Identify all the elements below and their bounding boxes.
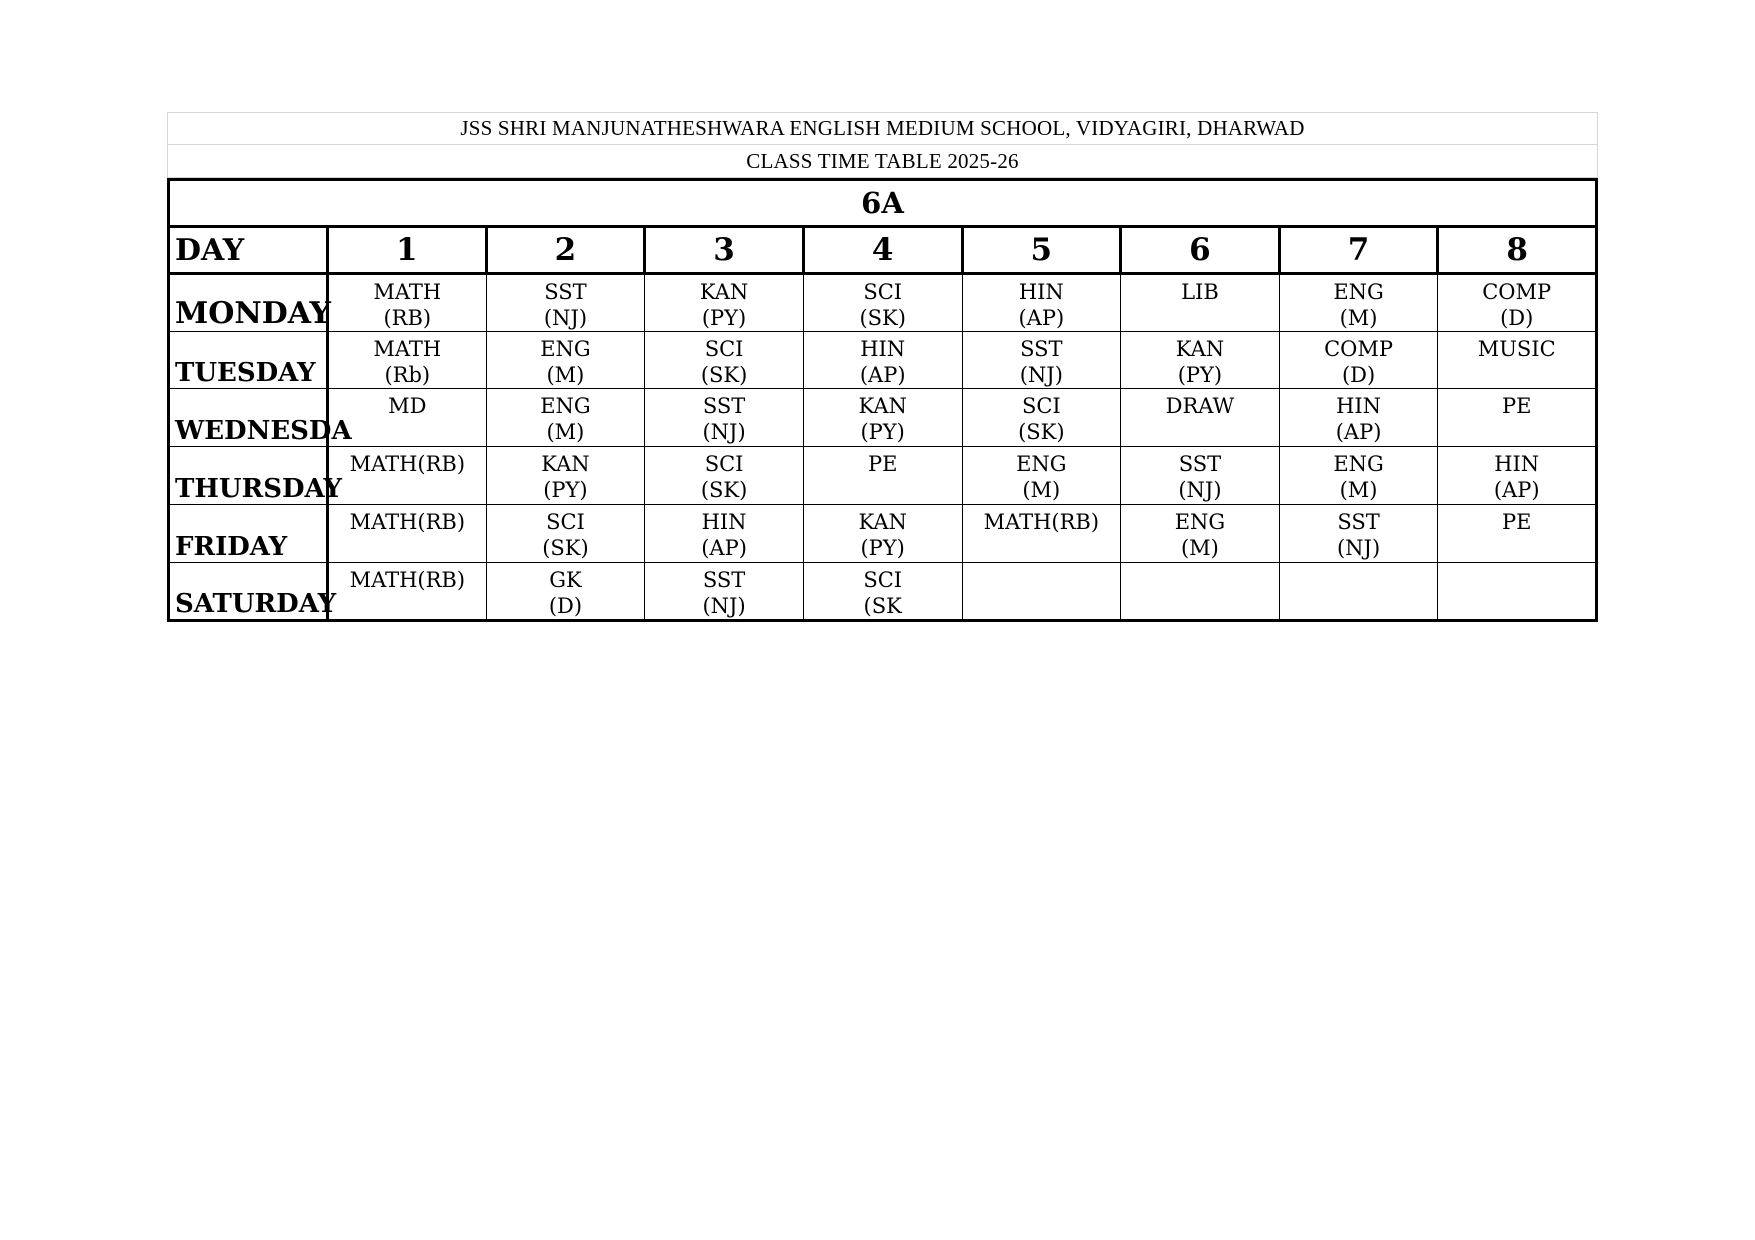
subject-text: MATH	[373, 280, 442, 304]
subject-text: KAN	[1175, 337, 1225, 361]
period-cell	[486, 332, 645, 389]
teacher-text: (PY)	[543, 478, 588, 502]
period-cell	[328, 274, 487, 332]
teacher-text: (AP)	[1018, 306, 1065, 330]
period-cell	[962, 563, 1121, 621]
teacher-text: (AP)	[701, 536, 747, 560]
subject-text: COMP	[1324, 337, 1394, 361]
subject-text: HIN	[701, 510, 747, 534]
period-cell	[486, 274, 645, 332]
period-cell	[803, 274, 962, 332]
period-cell	[803, 332, 962, 389]
day-row-friday	[169, 505, 1597, 563]
period-cell	[328, 563, 487, 621]
teacher-text: (D)	[1341, 363, 1376, 387]
period-cell	[1279, 389, 1438, 447]
period-header-3: 3	[645, 227, 804, 274]
subject-text: HIN	[1018, 280, 1064, 304]
period-cell	[1279, 332, 1438, 389]
subject-text: MUSIC	[1477, 337, 1556, 361]
subject-text: ENG	[1174, 510, 1226, 534]
subject-text: KAN	[858, 394, 907, 418]
day-row-saturday	[169, 563, 1597, 621]
period-cell	[1121, 274, 1280, 332]
subject-text: ENG	[1333, 280, 1384, 304]
period-cell	[962, 505, 1121, 563]
period-cell	[645, 447, 804, 505]
teacher-text: (NJ)	[1019, 363, 1063, 387]
timetable-subtitle: CLASS TIME TABLE 2025-26	[167, 145, 1598, 178]
period-cell	[803, 505, 962, 563]
subject-text: SCI	[704, 452, 744, 476]
subject-text: ENG	[540, 337, 591, 361]
teacher-text: (D)	[548, 594, 583, 618]
subject-text: KAN	[541, 452, 590, 476]
teacher-text: (AP)	[1335, 420, 1382, 444]
period-cell	[328, 332, 487, 389]
teacher-text: (PY)	[860, 536, 905, 560]
subject-text: SCI	[863, 280, 903, 304]
day-label: TUESDAY	[169, 332, 328, 389]
teacher-text: (M)	[546, 420, 585, 444]
period-cell	[486, 563, 645, 621]
period-cell	[645, 505, 804, 563]
subject-text: LIB	[1181, 280, 1219, 304]
school-title: JSS SHRI MANJUNATHESHWARA ENGLISH MEDIUM SCHOOL, VIDYAGIRI, DHARWAD	[167, 112, 1598, 145]
day-row-monday	[169, 274, 1597, 332]
teacher-text: (M)	[1339, 478, 1378, 502]
day-label: SATURDAY	[169, 563, 328, 621]
subject-text: KAN	[699, 280, 749, 304]
teacher-text: (NJ)	[1178, 478, 1222, 502]
teacher-text: (NJ)	[1336, 536, 1381, 560]
teacher-text: (PY)	[1177, 363, 1223, 387]
period-cell	[962, 274, 1121, 332]
period-cell	[645, 332, 804, 389]
subject-text: ENG	[1016, 452, 1067, 476]
subject-text: HIN	[1494, 452, 1540, 476]
period-cell	[1121, 563, 1280, 621]
period-cell	[1121, 447, 1280, 505]
period-cell	[1438, 505, 1597, 563]
period-cell	[1121, 389, 1280, 447]
subject-text: SST	[702, 394, 746, 418]
period-cell	[486, 447, 645, 505]
period-header-6: 6	[1121, 227, 1280, 274]
period-cell	[486, 505, 645, 563]
subject-text: GK	[549, 568, 582, 592]
period-cell	[1438, 274, 1597, 332]
subject-text: DRAW	[1165, 394, 1235, 418]
day-label: WEDNESDA	[169, 389, 328, 447]
period-cell	[1279, 447, 1438, 505]
subject-text: COMP	[1482, 280, 1552, 304]
period-cell	[962, 332, 1121, 389]
period-cell	[803, 389, 962, 447]
period-cell	[1438, 332, 1597, 389]
period-cell	[1438, 389, 1597, 447]
period-cell	[1121, 505, 1280, 563]
period-header-7: 7	[1279, 227, 1438, 274]
period-cell	[1121, 332, 1280, 389]
timetable-body	[169, 274, 1597, 621]
period-cell	[328, 447, 487, 505]
period-header-4: 4	[803, 227, 962, 274]
teacher-text: (Rb)	[384, 363, 431, 387]
teacher-text: (D)	[1500, 306, 1534, 330]
teacher-text: (PY)	[701, 306, 747, 330]
period-header-row	[169, 227, 1597, 274]
period-cell	[645, 563, 804, 621]
teacher-text: (RB)	[383, 306, 432, 330]
period-header-5: 5	[962, 227, 1121, 274]
teacher-text: (SK)	[700, 363, 748, 387]
teacher-text: (AP)	[859, 363, 906, 387]
day-label: FRIDAY	[169, 505, 328, 563]
period-cell	[645, 389, 804, 447]
teacher-text: (M)	[1180, 536, 1219, 560]
subject-text: SCI	[546, 510, 585, 534]
subject-text: SST	[544, 280, 587, 304]
teacher-text: (SK)	[700, 478, 748, 502]
period-cell	[803, 447, 962, 505]
subject-text: SST	[702, 568, 746, 592]
period-cell	[803, 563, 962, 621]
subject-text: SCI	[863, 568, 903, 592]
teacher-text: (M)	[1022, 478, 1061, 502]
subject-text: SCI	[704, 337, 744, 361]
period-cell	[1279, 563, 1438, 621]
subject-text: MATH(RB)	[349, 452, 466, 476]
subject-text: MATH	[373, 337, 442, 361]
period-header-8: 8	[1438, 227, 1597, 274]
period-cell	[1438, 447, 1597, 505]
period-cell	[486, 389, 645, 447]
subject-text: KAN	[858, 510, 907, 534]
subject-text: SST	[1337, 510, 1380, 534]
timetable-sheet	[167, 112, 1598, 622]
teacher-text: (M)	[1339, 306, 1378, 330]
teacher-text: (SK)	[859, 306, 906, 330]
day-row-wednesda	[169, 389, 1597, 447]
period-cell	[1438, 563, 1597, 621]
teacher-text: (NJ)	[702, 594, 746, 618]
subject-text: SST	[1178, 452, 1222, 476]
day-label: THURSDAY	[169, 447, 328, 505]
subject-text: MATH(RB)	[983, 510, 1100, 534]
period-header-2: 2	[486, 227, 645, 274]
class-name: 6A	[169, 180, 1597, 227]
teacher-text: (NJ)	[543, 306, 588, 330]
teacher-text: (SK)	[542, 536, 589, 560]
teacher-text: (SK)	[1018, 420, 1065, 444]
day-column-header: DAY	[169, 227, 328, 274]
subject-text: HIN	[1336, 394, 1382, 418]
teacher-text: (PY)	[860, 420, 905, 444]
day-label: MONDAY	[169, 274, 328, 332]
subject-text: SCI	[1021, 394, 1061, 418]
teacher-text: (NJ)	[702, 420, 746, 444]
period-cell	[1279, 505, 1438, 563]
day-row-thursday	[169, 447, 1597, 505]
subject-text: SST	[1020, 337, 1063, 361]
subject-text: PE	[1501, 510, 1532, 534]
subject-text: ENG	[1333, 452, 1384, 476]
subject-text: ENG	[540, 394, 591, 418]
teacher-text: (SK	[863, 594, 902, 618]
timetable-grid	[167, 178, 1598, 622]
subject-text: MATH(RB)	[349, 510, 466, 534]
period-cell	[1279, 274, 1438, 332]
period-cell	[645, 274, 804, 332]
subject-text: HIN	[860, 337, 906, 361]
period-cell	[328, 505, 487, 563]
period-cell	[962, 447, 1121, 505]
day-row-tuesday	[169, 332, 1597, 389]
subject-text: MD	[388, 394, 427, 418]
subject-text: PE	[1501, 394, 1532, 418]
teacher-text: (M)	[546, 363, 585, 387]
period-cell	[962, 389, 1121, 447]
subject-text: MATH(RB)	[349, 568, 466, 592]
subject-text: PE	[867, 452, 898, 476]
period-header-1: 1	[328, 227, 487, 274]
teacher-text: (AP)	[1493, 478, 1540, 502]
